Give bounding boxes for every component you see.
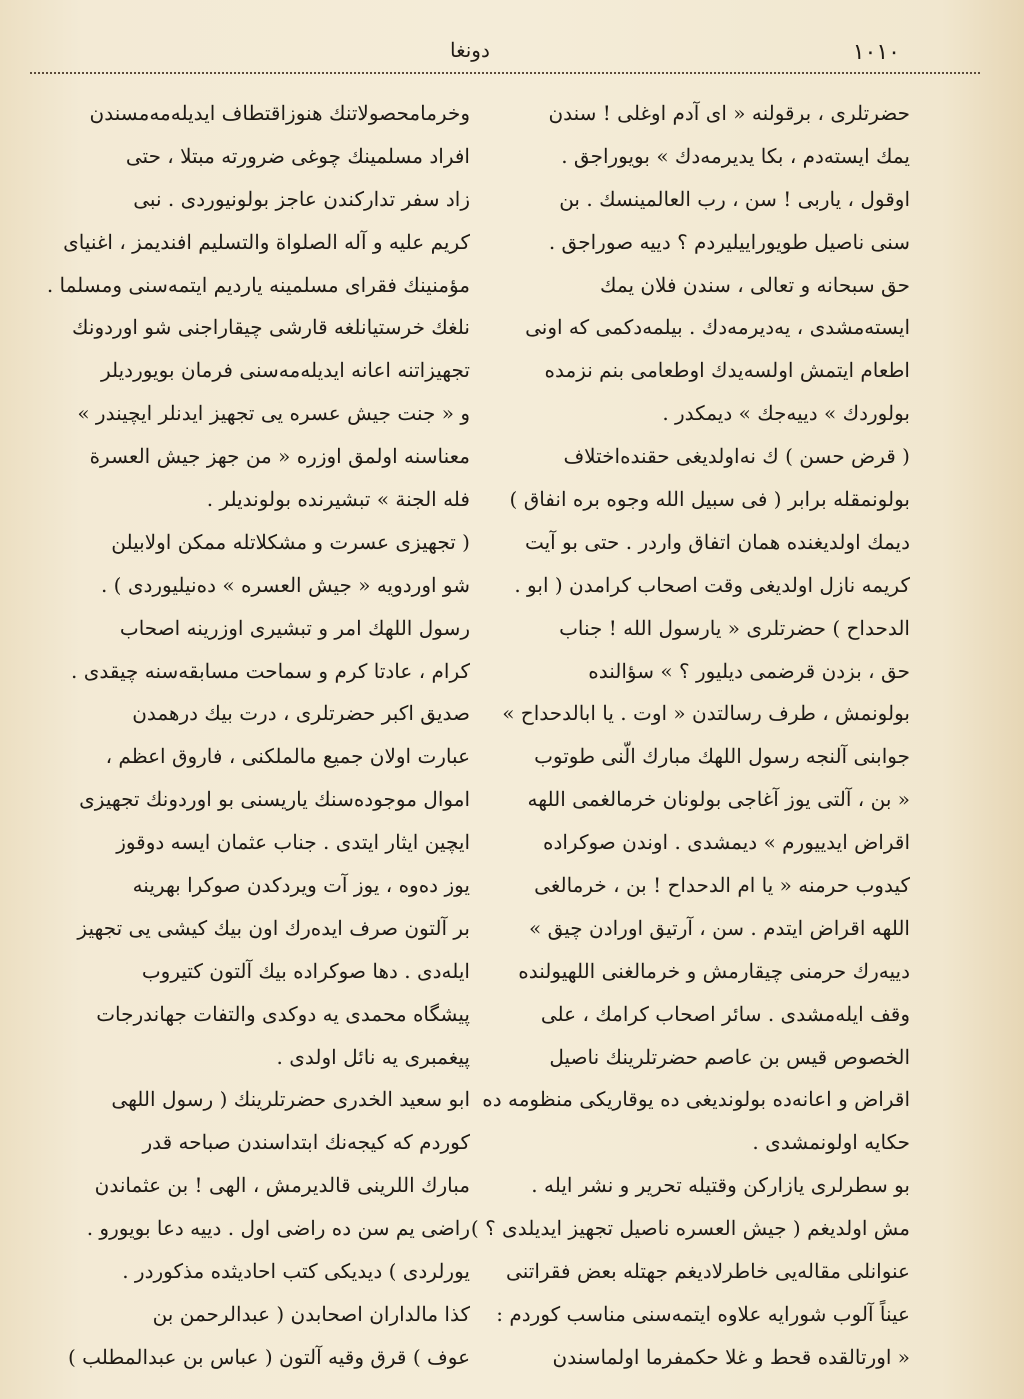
text-line: ایستەمشدی ، یەدیرمەدك . بیلمەدکمی که اونی xyxy=(525,315,910,340)
text-line: یمك ایستەدم ، بکا یدیرمەدك » بویوراجق . xyxy=(561,143,910,168)
text-line: بولوردك » دییەجك » دیمکدر . xyxy=(662,401,910,426)
text-line: اللهه اقراض ایتدم . سن ، آرتیق اورادن چیق » xyxy=(529,915,910,940)
text-line: « اورتالقده قحط و غلا حکمفرما اولماسندن xyxy=(552,1344,910,1369)
text-line: بولونمقله برابر ( فی سبیل الله وجوه برە انفاق ) xyxy=(509,487,910,512)
text-line: یورلردی ) دیدیکی کتب احادیثده مذکوردر . xyxy=(122,1259,470,1284)
left-text-column xyxy=(30,92,470,1379)
text-line: ایچین ایثار ایتدی . جناب عثمان ایسه دوقوز xyxy=(116,830,470,855)
text-line: رسول اللهك امر و تبشیری اوزرینه اصحاب xyxy=(119,615,470,640)
text-line: اموال موجودەسنك یاریسنی بو اوردونك تجهیزی xyxy=(79,787,470,812)
text-line: الدحداح ) حضرتلری « یارسول الله ! جناب xyxy=(559,615,910,640)
right-text-column xyxy=(470,92,910,1379)
text-line: کریمه نازل اولدیغی وقت اصحاب کرامدن ( ابو . xyxy=(514,572,910,597)
text-line: افراد مسلمینك چوغی ضرورته مبتلا ، حتی xyxy=(125,143,470,168)
text-line: ایلەدی . دها صوکراده بیك آلتون کتیروب xyxy=(141,958,470,983)
text-line: مش اولدیغم ( جیش العسره ناصیل تجهیز ایدیلدی ؟ ) xyxy=(470,1216,910,1241)
text-line: و « جنت جیش عسره یی تجهیز ایدنلر ایچیندر » xyxy=(77,401,470,426)
text-line: کیدوب حرمنه « یا ام الدحداح ! بن ، خرمالغی xyxy=(534,873,910,898)
text-line: بو سطرلری یازارکن وقتیله تحریر و نشر ایله . xyxy=(531,1173,910,1198)
text-line: اطعام ایتمش اولسەیدك اوطعامی بنم نزمده xyxy=(544,358,910,383)
text-line: راضی یم سن ده راضی اول . دییه دعا بویورو . xyxy=(86,1216,470,1241)
text-line: عیناً آلوب شورایه علاوه ایتمەسنی مناسب کوردم : xyxy=(496,1301,910,1326)
text-line: نلغك خرستیانلغه قارشی چیقاراجنی شو اوردونك xyxy=(72,315,470,340)
text-line: پیغمبری یه نائل اولدی . xyxy=(276,1044,470,1069)
text-line: شو اوردویه « جیش العسره » دەنیلیوردی ) . xyxy=(100,572,470,597)
text-line: اقراض و اعانەده بولوندیغی ده یوقاریکی منظومه ده xyxy=(482,1087,910,1112)
text-line: وقف ایلەمشدی . سائر اصحاب کرامك ، علی xyxy=(540,1001,910,1026)
text-line: حضرتلری ، برقولنه « ای آدم اوغلی ! سندن xyxy=(548,101,910,125)
text-line: کوردم که کیجەنك ابتداسندن صباحه قدر xyxy=(142,1130,470,1155)
text-line: ابو سعید الخدری حضرتلرینك ( رسول اللهی xyxy=(111,1087,470,1112)
text-line: عوف ) قرق وقیه آلتون ( عباس بن عبدالمطلب ) xyxy=(67,1344,470,1369)
text-line: الخصوص قیس بن عاصم حضرتلرینك ناصیل xyxy=(549,1044,910,1069)
text-line: ( قرض حسن ) ك نەاولدیغی حقندەاختلاف xyxy=(563,444,910,469)
text-line: ( تجهیزی عسرت و مشکلاتله ممکن اولابیلن xyxy=(111,529,470,554)
text-line: حق سبحانه و تعالی ، سندن فلان یمك xyxy=(600,272,910,297)
text-line: اوقول ، یاربی ! سن ، رب العالمینسك . بن xyxy=(559,186,910,211)
text-line: کرام ، عادتا کرم و سماحت مسابقەسنه چیقدی . xyxy=(70,658,470,683)
text-line: سنی ناصیل طویوراییلیردم ؟ دییه صوراجق . xyxy=(548,229,910,254)
page-header xyxy=(40,30,990,70)
page-number: ۱۰۱۰ xyxy=(852,40,900,65)
text-line: تجهیزاتنه اعانه ایدیلەمەسنی فرمان بویوردیلر xyxy=(100,358,470,383)
text-line: صدیق اکبر حضرتلری ، درت بیك درهمدن xyxy=(132,701,470,726)
text-line: پیشگاه محمدی یه دوکدی والتفات جهاندرجات xyxy=(96,1001,470,1026)
running-title: دونغا xyxy=(450,38,490,62)
text-line: بر آلتون صرف ایدەرك اون بیك کیشی یی تجهیز xyxy=(77,915,470,940)
text-line: بولونمش ، طرف رسالتدن « اوت . یا ابالدحداح » xyxy=(502,701,910,726)
text-line: حکایه اولونمشدی . xyxy=(752,1130,910,1155)
text-line: مؤمنینك فقرای مسلمینه یاردیم ایتمەسنی ومسلما . xyxy=(46,272,470,297)
text-line: یوز دەوه ، یوز آت ویردکدن صوکرا بهرینه xyxy=(132,873,470,898)
text-line: دیمك اولدیغنده همان اتفاق واردر . حتی بو آیت xyxy=(524,529,910,554)
text-line: فله الجنة » تبشیرنده بولوندیلر . xyxy=(206,487,470,512)
text-line: اقراض ایدییورم » دیمشدی . اوندن صوکراده xyxy=(542,830,910,855)
text-line: کذا مالداران اصحابدن ( عبدالرحمن بن xyxy=(152,1301,470,1326)
text-line: مبارك اللرینی قالدیرمش ، الهی ! بن عثماندن xyxy=(94,1173,470,1198)
text-line: معناسنه اولمق اوزره « من جهز جیش العسرة xyxy=(89,444,470,469)
text-line: « بن ، آلتی یوز آغاجی بولونان خرمالغمی اللهه xyxy=(527,787,910,812)
text-line: جوابنی آلنجه رسول اللهك مبارك الّنی طوتوب xyxy=(534,744,910,769)
header-rule xyxy=(30,72,980,74)
text-line: عنوانلی مقالەیی خاطرلادیغم جهتله بعض فقراتنی xyxy=(506,1259,910,1284)
text-line: حق ، بزدن قرضمی دیلیور ؟ » سؤالنده xyxy=(588,658,910,683)
text-line: وخرمامحصولاتنك هنوزاقتطاف ایدیلەمەمسندن xyxy=(89,101,470,125)
text-line: زاد سفر تدارکندن عاجز بولونیوردی . نبی xyxy=(133,186,470,211)
text-line: عبارت اولان جمیع مالملکنی ، فاروق اعظم ، xyxy=(105,744,470,769)
text-line: کریم علیه و آله الصلواة والتسلیم افندیمز ، اغنیای xyxy=(63,229,470,254)
text-line: دییەرك حرمنی چیقارمش و خرمالغنی اللهیولنده xyxy=(518,958,910,983)
